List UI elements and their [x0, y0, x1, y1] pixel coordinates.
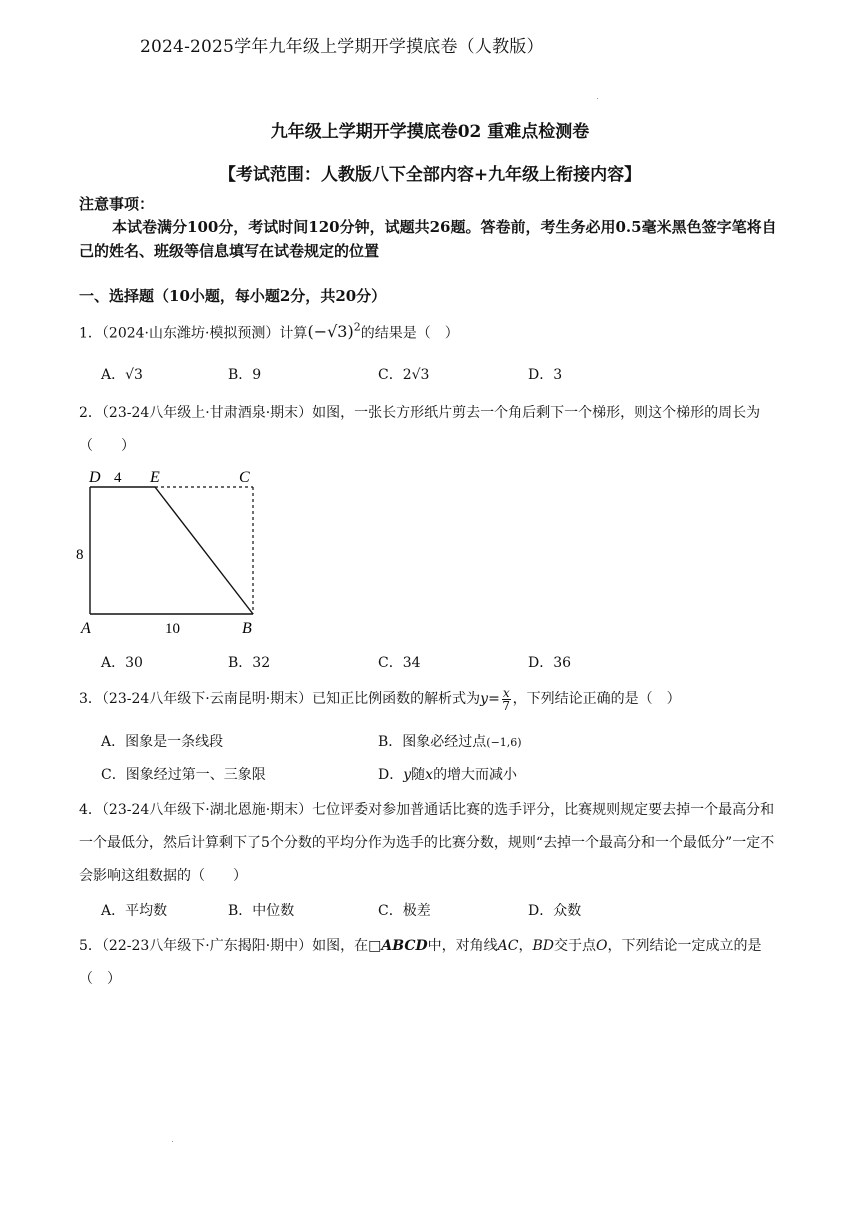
- q3-eq-sign: =: [488, 691, 500, 707]
- q5-mid: 中，对角线: [427, 938, 498, 954]
- page-header-title: 2024-2025学年九年级上学期开学摸底卷（人教版）: [140, 37, 544, 57]
- q1-prefix: 1．（2024·山东潍坊·模拟预测）计算: [79, 325, 308, 342]
- q2-option-b[interactable]: B．32: [228, 655, 271, 671]
- q4-option-d[interactable]: D．众数: [528, 903, 582, 919]
- question-4: 4．（23-24八年级下·湖北恩施·期末）七位评委对参加普通话比赛的选手评分，比赛规则规定要去掉一个最高分和一个最低分，然后计算剩下了5个分数的平均分作为选手的比赛分数，规则“去掉一个最高分和一个最低分”一定不会影响这组数据的（ ）: [79, 802, 775, 884]
- q3-eq-y: y: [480, 691, 489, 707]
- q3-option-b[interactable]: B．图象必经过点(−1,6): [378, 734, 522, 750]
- q5-ac: AC: [497, 938, 519, 954]
- label-b: B: [242, 620, 252, 637]
- q1-option-c[interactable]: C．2√3: [378, 367, 430, 383]
- q1-option-d[interactable]: D．3: [528, 367, 563, 383]
- q1-option-b[interactable]: B．9: [228, 367, 262, 383]
- stray-dot: [597, 98, 598, 99]
- question-3: [79, 683, 784, 716]
- label-e: E: [150, 469, 160, 486]
- paper-scope: 【考试范围：人教版八下全部内容+九年级上衔接内容】: [218, 165, 642, 185]
- q5-mid2: 交于点: [554, 938, 596, 954]
- q4-option-c[interactable]: C．极差: [378, 903, 431, 919]
- q3-option-a[interactable]: A．图象是一条线段: [101, 734, 224, 750]
- q4-option-b[interactable]: B．中位数: [228, 903, 295, 919]
- q3-prefix: 3．（23-24八年级下·云南昆明·期末）已知正比例函数的解析式为: [79, 691, 481, 707]
- q3-fraction: $\frac{x}{7}$: [502, 685, 511, 713]
- notice-heading: 注意事项：: [79, 195, 155, 213]
- q5-prefix: 5．（22-23八年级下·广东揭阳·期中）如图，在: [79, 938, 369, 954]
- q3-option-d[interactable]: D．y随x的增大而减小: [378, 767, 518, 783]
- label-ad-length: 8: [76, 547, 84, 563]
- q2-option-d[interactable]: D．36: [528, 655, 572, 671]
- label-ab-length: 10: [165, 621, 180, 637]
- q2-trapezoid-figure: [76, 465, 266, 665]
- q3-option-c[interactable]: C．图象经过第一、三象限: [101, 767, 266, 783]
- q4-option-a[interactable]: A．平均数: [101, 903, 168, 919]
- q2-option-c[interactable]: C．34: [378, 655, 421, 671]
- q5-o: O: [596, 938, 608, 954]
- q1-option-a[interactable]: A．√3: [101, 367, 143, 383]
- q5-suffix: ，下列结论一定成立的是（ ）: [79, 938, 762, 987]
- q5-shape: ABCD: [381, 938, 428, 954]
- q5-comma: ，: [518, 938, 533, 954]
- question-1: [79, 311, 784, 350]
- paper-title: 九年级上学期开学摸底卷02 重难点检测卷: [270, 122, 590, 142]
- q1-suffix: 的结果是（ ）: [360, 325, 459, 342]
- question-2: 2．（23-24八年级上·甘肃酒泉·期末）如图，一张长方形纸片剪去一个角后剩下一个梯形，则这个梯形的周长为（ ）: [79, 405, 761, 454]
- notice-body: 本试卷满分100分，考试时间120分钟，试题共26题。答卷前，考生务必用0.5毫米黑色签字笔将自己的姓名、班级等信息填写在试卷规定的位置: [79, 218, 777, 260]
- q1-expression: $(-√3)^2$: [307, 321, 361, 342]
- q3-suffix: ，下列结论正确的是（ ）: [512, 691, 681, 707]
- label-a: A: [81, 620, 91, 637]
- stray-dot-bottom: [172, 1141, 173, 1142]
- q5-bd: BD: [532, 938, 554, 954]
- label-de-length: 4: [114, 470, 122, 486]
- question-5: [79, 930, 784, 996]
- section-heading-choice: 一、选择题（10小题，每小题2分，共20分）: [79, 287, 387, 305]
- q5-parallelogram-symbol: □: [368, 938, 382, 954]
- label-c: C: [239, 469, 250, 486]
- q2-option-a[interactable]: A．30: [101, 655, 143, 671]
- label-d: D: [89, 469, 101, 486]
